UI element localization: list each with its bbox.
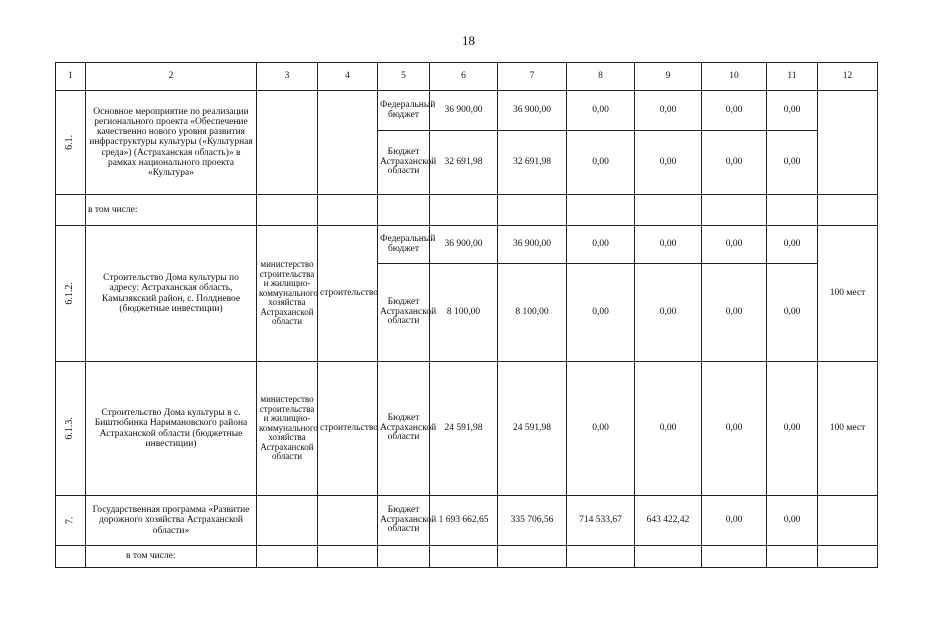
amount-cell: 32 691,98 xyxy=(498,131,567,195)
amount-cell: 0,00 xyxy=(767,131,818,195)
work-type-cell: строительство xyxy=(318,362,378,496)
table-row xyxy=(56,195,878,226)
row-number: 6.1. xyxy=(56,91,86,195)
amount-cell: 0,00 xyxy=(635,226,702,264)
column-header: 2 xyxy=(86,63,257,91)
column-header: 5 xyxy=(378,63,430,91)
column-header: 11 xyxy=(767,63,818,91)
row-number xyxy=(56,546,86,568)
table-row xyxy=(56,226,878,264)
activity-name: Основное мероприятие по реализации регионального проекта «Обеспечение качественно нового уровня развития инфраструктуры культуры («Культурная среда») (Астраханская область)» в рамках национального проекта «Культура» xyxy=(86,91,257,195)
activity-name: Строительство Дома культуры в с. Биштюбинка Наримановского района Астраханской области (бюджетные инвестиции) xyxy=(86,362,257,496)
amount-cell: 0,00 xyxy=(702,131,767,195)
amount-cell: 0,00 xyxy=(635,91,702,131)
amount-cell: 36 900,00 xyxy=(498,91,567,131)
amount-cell: 0,00 xyxy=(767,264,818,362)
amount-cell: 0,00 xyxy=(567,131,635,195)
subtotal-label: в том числе: xyxy=(86,546,257,568)
amount-cell: 36 900,00 xyxy=(430,226,498,264)
result-cell xyxy=(818,496,878,546)
funding-source: Бюджет Астраханской области xyxy=(378,264,430,362)
executor-cell xyxy=(257,91,318,195)
amount-cell: 24 591,98 xyxy=(498,362,567,496)
amount-cell: 32 691,98 xyxy=(430,131,498,195)
header-row xyxy=(56,63,878,91)
row-number xyxy=(56,195,86,226)
executor-cell: министерство строительства и жилищно-коммунального хозяйства Астраханской области xyxy=(257,226,318,362)
amount-cell: 36 900,00 xyxy=(430,91,498,131)
amount-cell: 24 591,98 xyxy=(430,362,498,496)
activity-name: Строительство Дома культуры по адресу: Астраханская область, Камызякский район, с. Полдневое (бюджетные инвестиции) xyxy=(86,226,257,362)
amount-cell: 0,00 xyxy=(635,264,702,362)
result-cell: 100 мест xyxy=(818,362,878,496)
amount-cell: 0,00 xyxy=(767,91,818,131)
amount-cell: 8 100,00 xyxy=(498,264,567,362)
page-number: 18 xyxy=(462,33,475,48)
table-row xyxy=(56,362,878,496)
column-header: 4 xyxy=(318,63,378,91)
amount-cell: 8 100,00 xyxy=(430,264,498,362)
amount-cell: 0,00 xyxy=(767,496,818,546)
work-type-cell xyxy=(318,91,378,195)
amount-cell: 335 706,56 xyxy=(498,496,567,546)
result-cell xyxy=(818,91,878,195)
budget-table xyxy=(55,62,878,568)
amount-cell: 0,00 xyxy=(702,362,767,496)
amount-cell: 0,00 xyxy=(767,362,818,496)
funding-source: Бюджет Астраханской области xyxy=(378,131,430,195)
amount-cell: 36 900,00 xyxy=(498,226,567,264)
funding-source: Федеральный бюджет xyxy=(378,226,430,264)
funding-source: Бюджет Астраханской области xyxy=(378,496,430,546)
amount-cell: 0,00 xyxy=(635,131,702,195)
activity-name: Государственная программа «Развитие дорожного хозяйства Астраханской области» xyxy=(86,496,257,546)
table-row xyxy=(56,546,878,568)
table-row xyxy=(56,91,878,131)
amount-cell: 643 422,42 xyxy=(635,496,702,546)
column-header: 7 xyxy=(498,63,567,91)
column-header: 6 xyxy=(430,63,498,91)
column-header: 12 xyxy=(818,63,878,91)
amount-cell: 0,00 xyxy=(567,264,635,362)
amount-cell: 0,00 xyxy=(567,362,635,496)
executor-cell: министерство строительства и жилищно-коммунального хозяйства Астраханской области xyxy=(257,362,318,496)
table-row xyxy=(56,496,878,546)
work-type-cell xyxy=(318,496,378,546)
amount-cell: 0,00 xyxy=(567,226,635,264)
amount-cell: 714 533,67 xyxy=(567,496,635,546)
amount-cell: 0,00 xyxy=(702,91,767,131)
funding-source: Федеральный бюджет xyxy=(378,91,430,131)
amount-cell: 0,00 xyxy=(702,226,767,264)
row-number: 6.1.3. xyxy=(56,362,86,496)
column-header: 3 xyxy=(257,63,318,91)
column-header: 9 xyxy=(635,63,702,91)
result-cell: 100 мест xyxy=(818,226,878,362)
amount-cell: 0,00 xyxy=(635,362,702,496)
executor-cell xyxy=(257,496,318,546)
amount-cell: 0,00 xyxy=(767,226,818,264)
amount-cell: 1 693 662,65 xyxy=(430,496,498,546)
row-number: 7. xyxy=(56,496,86,546)
amount-cell: 0,00 xyxy=(702,264,767,362)
amount-cell: 0,00 xyxy=(567,91,635,131)
column-header: 8 xyxy=(567,63,635,91)
row-number: 6.1.2. xyxy=(56,226,86,362)
amount-cell: 0,00 xyxy=(702,496,767,546)
column-header: 1 xyxy=(56,63,86,91)
column-header: 10 xyxy=(702,63,767,91)
funding-source: Бюджет Астраханской области xyxy=(378,362,430,496)
subtotal-label: в том числе: xyxy=(86,195,257,226)
work-type-cell: строительство xyxy=(318,226,378,362)
